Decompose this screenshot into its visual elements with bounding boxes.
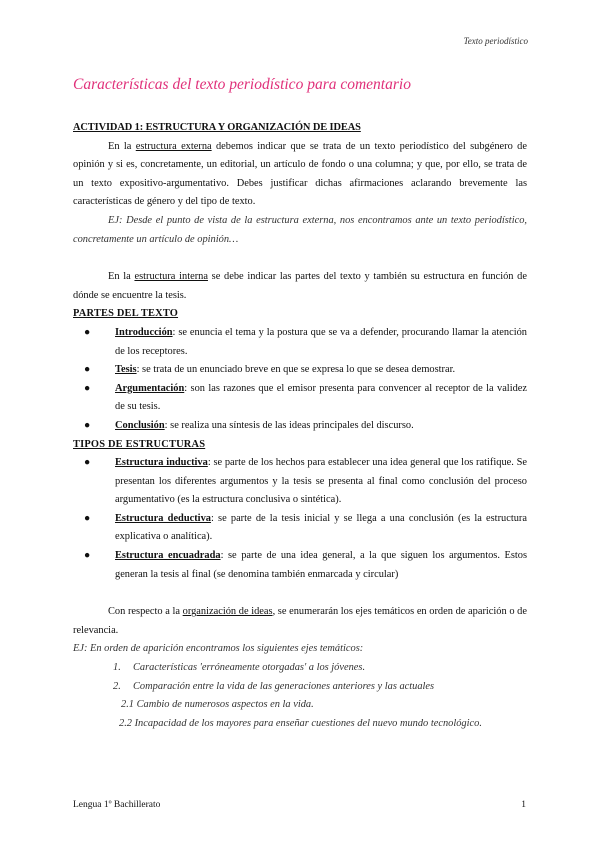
list-item xyxy=(73,324,527,361)
themes-list xyxy=(73,659,527,696)
activity-heading: ACTIVIDAD 1: ESTRUCTURA Y ORGANIZACIÓN DE IDEAS xyxy=(73,122,361,133)
list-text: Características 'erróneamente otorgadas' a los jóvenes. xyxy=(133,662,366,674)
types-list xyxy=(73,454,527,584)
text-span: En la xyxy=(108,271,135,283)
bullet-icon: ● xyxy=(84,364,91,376)
spacer xyxy=(73,584,527,603)
term-external-structure: estructura externa xyxy=(135,140,212,152)
paragraph-organization xyxy=(73,603,527,640)
list-text: : se parte de los hechos para establecer una idea general que los ratifique. Se presentan los diferentes argumentos y la tesis se presenta al final como conclusión del proceso argumentativo (es la estructura conclusiva o sintética). xyxy=(115,457,527,506)
text-span: se debe indicar las partes del texto y también su estructura en función de dónde se encuentre la tesis. xyxy=(73,271,527,301)
list-item xyxy=(73,454,527,510)
list-term: Tesis xyxy=(115,364,137,376)
parts-heading: PARTES DEL TEXTO xyxy=(73,308,179,320)
list-text: : se realiza una síntesis de las ideas principales del discurso. xyxy=(164,419,414,431)
sub-item: 2.1 Cambio de numerosos aspectos en la vida. xyxy=(121,699,314,711)
text-span: En la xyxy=(108,140,136,152)
list-term: Estructura encuadrada xyxy=(115,550,221,562)
term-organization: organización de ideas xyxy=(182,606,273,618)
bullet-icon: ● xyxy=(84,512,91,524)
example-organization: EJ: En orden de aparición encontramos los siguientes ejes temáticos: xyxy=(73,643,364,655)
text-span: debemos indicar que se trata de un texto periodístico del subgénero de opinión y si es, concretamente, un editorial, un artículo de fondo o una columna; y que, por ello, se trata de un texto expositivo-argumentativo. Debes justificar dichas afirmaciones aclarando brevemente las características de género y del tipo de texto. xyxy=(73,140,527,208)
list-term: Argumentación xyxy=(115,382,185,394)
bullet-icon: ● xyxy=(84,550,91,562)
bullet-icon: ● xyxy=(84,457,91,469)
list-text: : se enuncia el tema y la postura que se va a defender, procurando llamar la atención de los receptores. xyxy=(115,326,527,357)
term-internal-structure: estructura interna xyxy=(134,271,208,283)
list-item xyxy=(73,510,527,547)
list-number: 1. xyxy=(113,662,121,674)
paragraph-external-structure xyxy=(73,138,527,212)
bullet-icon: ● xyxy=(84,326,91,338)
paragraph-internal-structure xyxy=(73,268,527,305)
list-item xyxy=(73,380,527,417)
document-title: Características del texto periodístico para comentario xyxy=(73,76,411,93)
sub-item: 2.2 Incapacidad de los mayores para enseñar cuestiones del nuevo mundo tecnológico. xyxy=(119,717,482,729)
list-term: Introducción xyxy=(115,326,173,338)
list-term: Estructura inductiva xyxy=(115,457,208,469)
bullet-icon: ● xyxy=(84,419,91,431)
list-item xyxy=(73,361,527,380)
document-body xyxy=(73,119,527,733)
list-item xyxy=(73,659,527,678)
list-item xyxy=(73,678,527,697)
bullet-icon: ● xyxy=(84,382,91,394)
list-text: : se parte de una idea general, a la que siguen los argumentos. Estos generan la tesis al final (se denomina también enmarcada y circular) xyxy=(115,550,527,580)
list-text: : se trata de un enunciado breve en que se expresa lo que se desea demostrar. xyxy=(136,364,456,376)
types-heading: TIPOS DE ESTRUCTURAS xyxy=(73,438,206,450)
example-external: EJ: Desde el punto de vista de la estructura externa, nos encontramos ante un texto periodístico, concretamente un artículo de opinión… xyxy=(73,214,527,245)
text-span: , se enumerarán los ejes temáticos en orden de aparición o de relevancia. xyxy=(73,606,527,636)
list-item xyxy=(73,547,527,584)
footer-course: Lengua 1º Bachillerato xyxy=(73,800,161,810)
list-term: Estructura deductiva xyxy=(115,512,211,524)
spacer xyxy=(73,249,527,268)
list-term: Conclusión xyxy=(115,419,165,431)
list-text: : se parte de la tesis inicial y se llega a una conclusión (es la estructura explicativa o analítica). xyxy=(115,512,527,543)
list-text: Comparación entre la vida de las generaciones anteriores y las actuales xyxy=(133,680,435,692)
list-number: 2. xyxy=(113,680,121,692)
list-text: : son las razones que el emisor presenta para convencer al receptor de la validez de su tesis. xyxy=(115,382,527,413)
list-item xyxy=(73,417,527,436)
text-span: Con respecto a la xyxy=(108,606,183,618)
parts-list xyxy=(73,324,527,436)
page-number: 1 xyxy=(521,800,526,810)
running-header: Texto periodístico xyxy=(463,36,528,46)
